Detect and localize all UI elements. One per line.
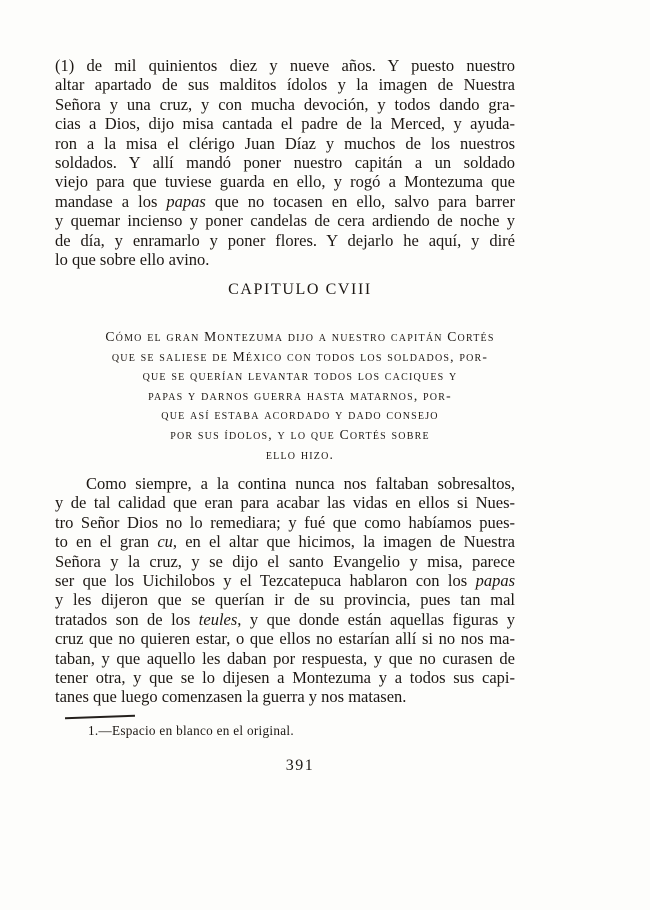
text-line: lo que sobre ello avino. (55, 250, 210, 270)
footnote-divider (65, 715, 135, 719)
body-paragraph (55, 474, 515, 707)
text-line: y de tal calidad que eran para acabar las vidas en ellos si Nues- (55, 493, 515, 513)
text-line: cruz que no quieren estar, o que ellos no estarían allí si no nos ma- (55, 629, 515, 649)
text-line: de día, y enramarlo y poner flores. Y dejarlo he aquí, y diré (55, 230, 515, 250)
text-line: que se querían levantar todos los caciques y (142, 368, 458, 384)
text-line: Señora y la cruz, y se dijo el santo Evangelio y misa, parece (55, 551, 515, 571)
footnote-text: 1.—Espacio en blanco en el original. (88, 723, 294, 738)
text-line: y quemar incienso y poner candelas de cera ardiendo de noche y (55, 211, 515, 231)
text-line: cias a Dios, dijo misa cantada el padre de la Merced, y ayuda- (55, 114, 515, 134)
text-line: Como siempre, a la contina nunca nos faltaban sobresaltos, (86, 474, 515, 493)
text-line: ser que los Uichilobos y el Tezcatepuca hablaron con los papas (55, 571, 515, 591)
text-line: tanes que luego comenzasen la guerra y nos matasen. (55, 687, 407, 707)
page-number: 391 (285, 757, 315, 774)
text-line: mandase a los papas que no tocasen en ello, salvo para barrer (55, 191, 515, 211)
text-line: papas y darnos guerra hasta matarnos, por- (148, 387, 452, 403)
intro-paragraph (55, 56, 515, 269)
text-line: Señora y una cruz, y con mucha devoción, y todos dando gra- (55, 94, 515, 114)
text-line: ron a la misa el clérigo Juan Díaz y muchos de los nuestros (55, 133, 515, 153)
text-line: Cómo el gran Montezuma dijo a nuestro capitán Cortés (105, 329, 495, 344)
text-line: tro Señor Dios no lo remediara; y fué que como habíamos pues- (55, 512, 515, 532)
text-line: taban, y que aquello les daban por respuesta, y que no curasen de (55, 648, 515, 668)
text-line: por sus ídolos, y lo que Cortés sobre (170, 426, 430, 442)
text-line: to en el gran cu, en el altar que hicimos, la imagen de Nuestra (55, 532, 515, 552)
text-line: que así estaba acordado y dado consejo (161, 407, 439, 423)
text-line: altar apartado de sus malditos ídolos y la imagen de Nuestra (55, 75, 515, 95)
text-line: (1) de mil quinientos diez y nueve años. Y puesto nuestro (55, 56, 515, 75)
text-line: tener otra, y que se lo dijesen a Montezuma y a todos sus capi- (55, 668, 515, 688)
chapter-title: CAPITULO CVIII (228, 281, 372, 298)
chapter-subtitle (42, 327, 558, 464)
text-line: que se saliese de México con todos los soldados, por- (111, 348, 489, 364)
text-line: viejo para que tuviese guarda en ello, y rogó a Montezuma que (55, 172, 515, 192)
text-line: y les dijeron que se querían ir de su provincia, pues tan mal (55, 590, 515, 610)
text-line: tratados son de los teules, y que donde están aquellas figuras y (55, 609, 516, 629)
text-line: ello hizo. (265, 446, 335, 462)
text-line: soldados. Y allí mandó poner nuestro capitán a un soldado (55, 153, 515, 173)
